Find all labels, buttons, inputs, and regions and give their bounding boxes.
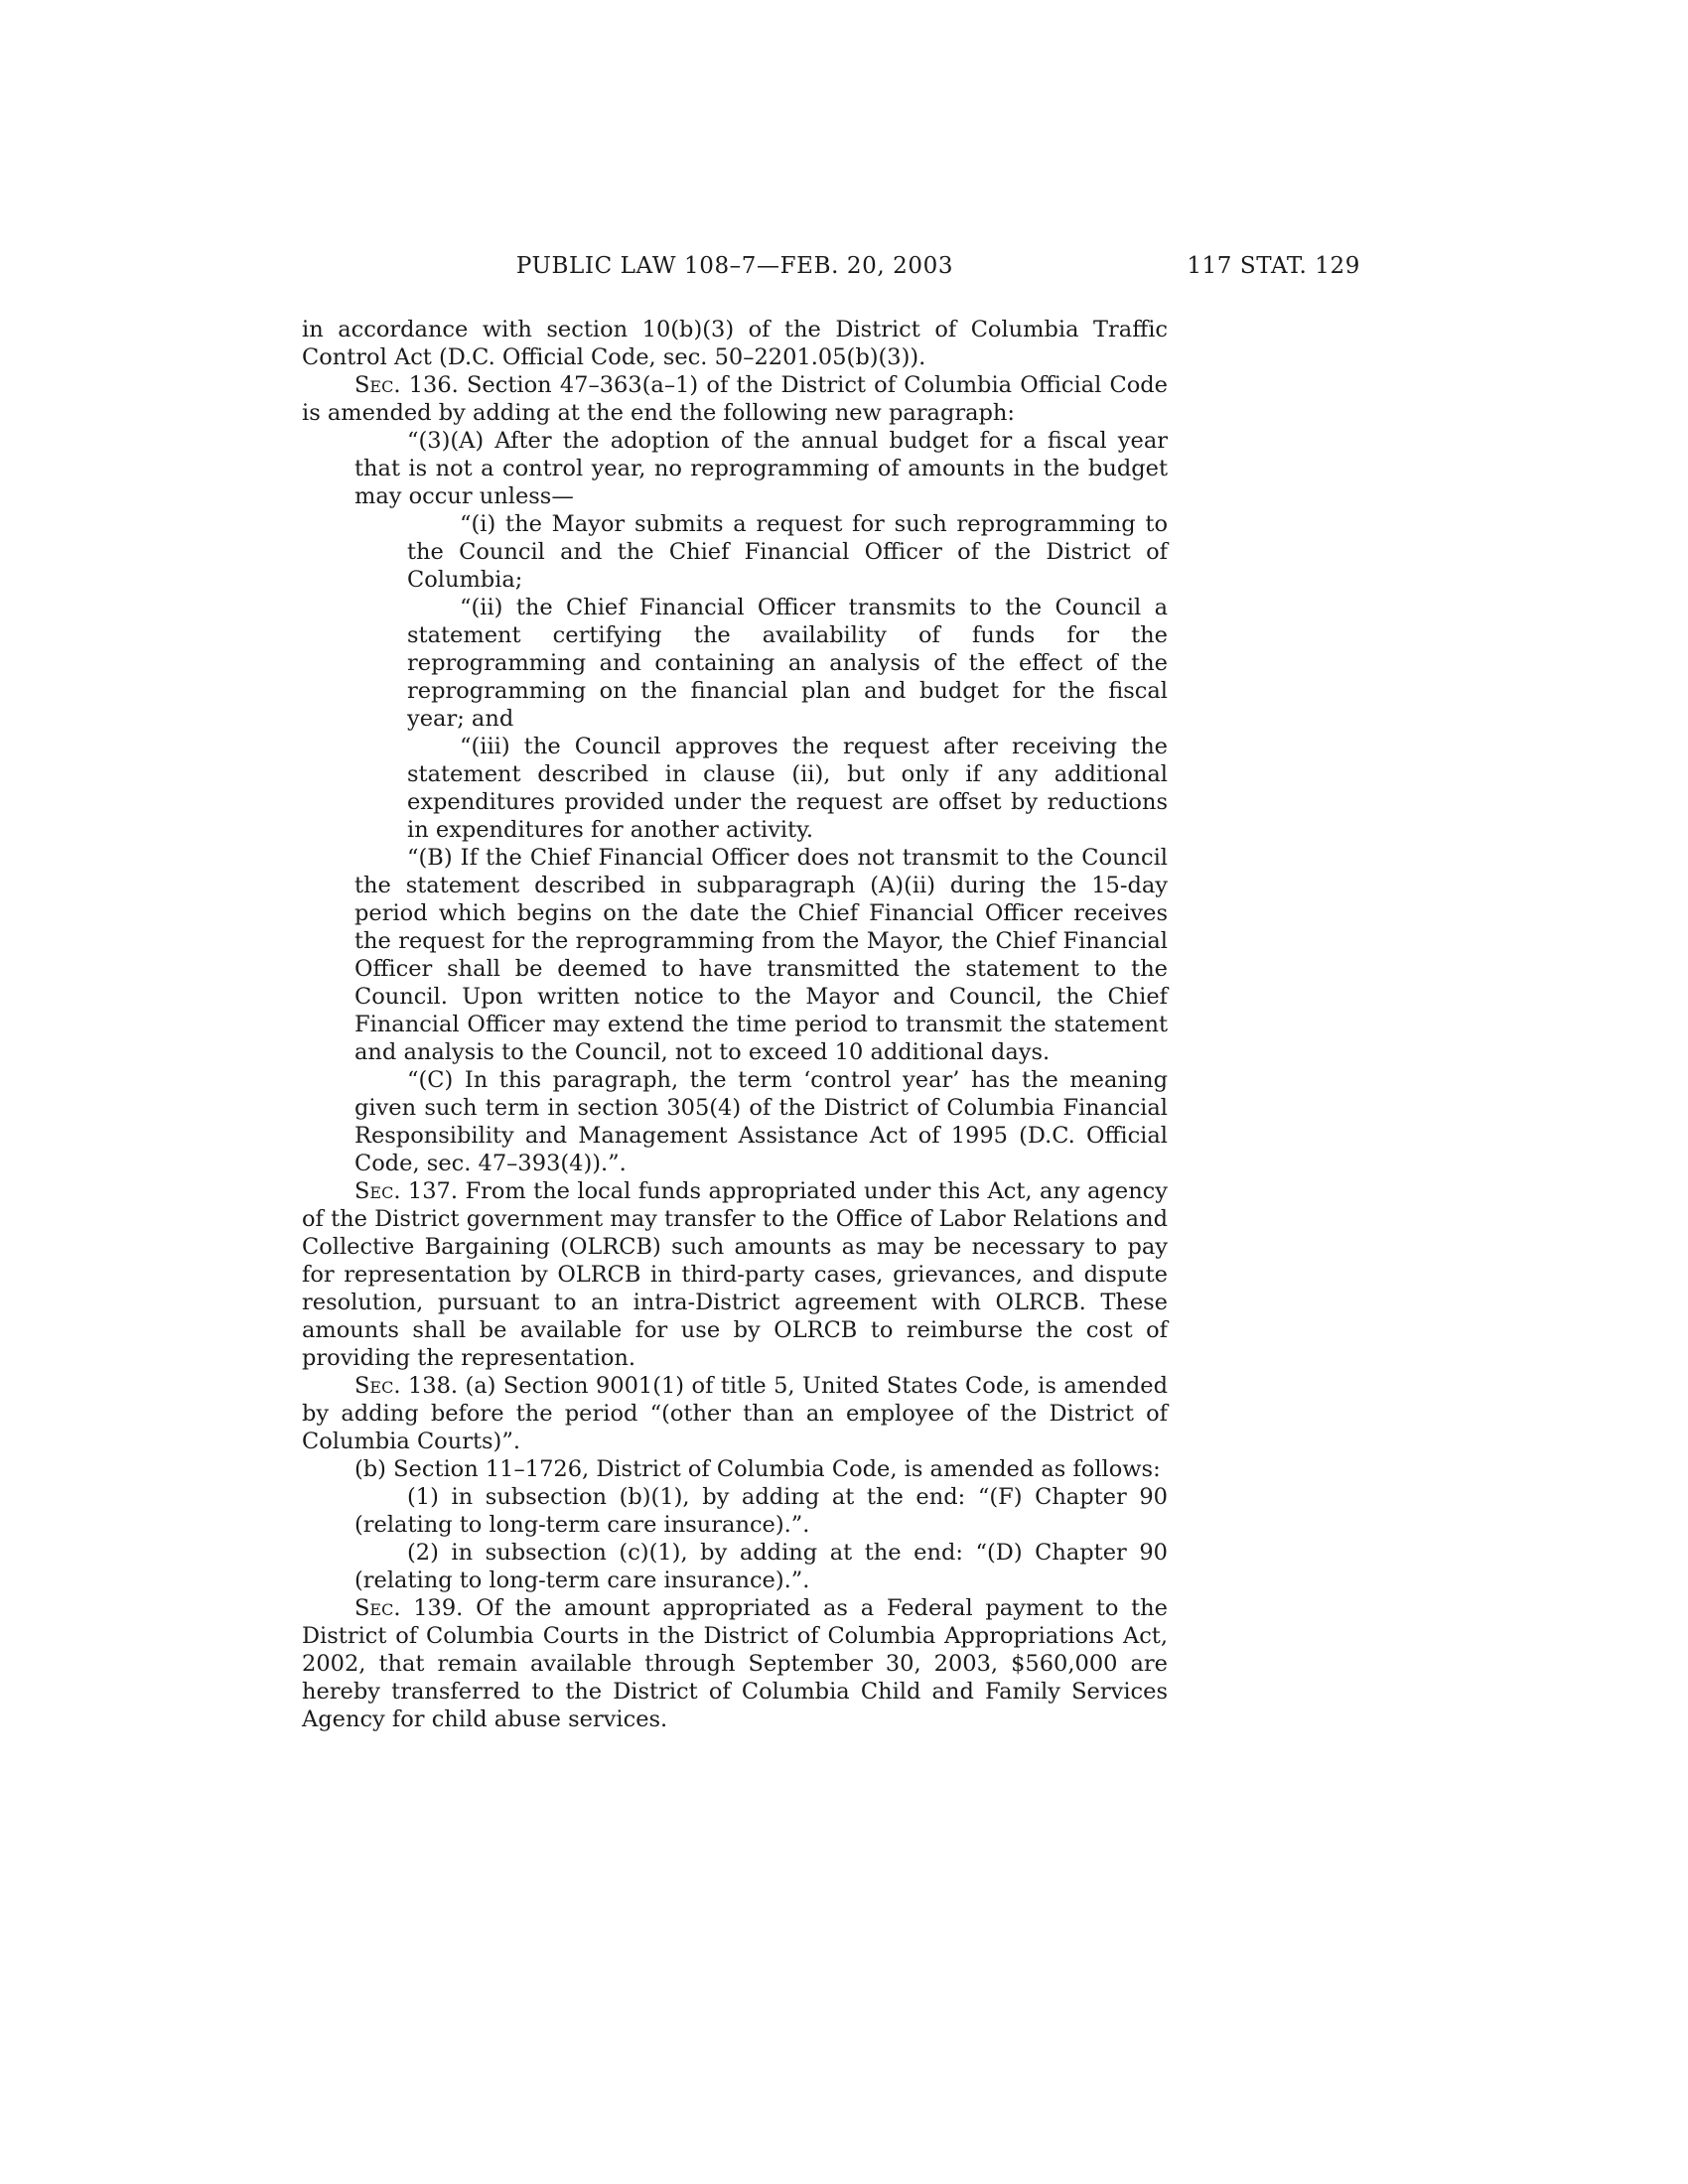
paragraph-text: “(ii) the Chief Financial Officer transmits to the Council a statement certifying the availability of funds for the reprogramming and containing an analysis of the effect of the reprogramming on the financial plan and budget for the fiscal year; and: [407, 595, 1168, 732]
paragraph-5: [407, 594, 1168, 733]
running-title: PUBLIC LAW 108–7—FEB. 20, 2003: [515, 253, 954, 279]
paragraph-text: 138. (a) Section 9001(1) of title 5, United States Code, is amended by adding before the period “(other than an employee of the District of Columbia Courts)”.: [302, 1373, 1168, 1454]
paragraph-1: [302, 316, 1168, 371]
paragraph-4: [407, 510, 1168, 594]
paragraph-2: [302, 371, 1168, 427]
paragraph-11: [302, 1455, 1168, 1483]
paragraph-text: 136. Section 47–363(a–1) of the District of Columbia Official Code is amended by adding at the end the following new paragraph:: [302, 372, 1168, 426]
paragraph-text: “(3)(A) After the adoption of the annual budget for a fiscal year that is not a control year, no reprogramming of amounts in the budget may occur unless—: [354, 428, 1168, 509]
paragraph-text: “(C) In this paragraph, the term ‘control year’ has the meaning given such term in section 305(4) of the District of Columbia Financial Responsibility and Management Assistance Act of 1995 (D.C. Official Code, sec. 47–393(4)).”.: [354, 1067, 1168, 1176]
section-label: Sec.: [354, 1595, 401, 1621]
paragraph-text: (2) in subsection (c)(1), by adding at the end: “(D) Chapter 90 (relating to long-term care insurance).”.: [354, 1540, 1168, 1593]
paragraph-7: [354, 844, 1168, 1066]
paragraph-text: (b) Section 11–1726, District of Columbia Code, is amended as follows:: [354, 1456, 1161, 1482]
paragraph-text: 139. Of the amount appropriated as a Federal payment to the District of Columbia Courts in the District of Columbia Appropriations Act, 2002, that remain available through September 30, 2003, $560,000 are hereby transferred to the District of Columbia Child and Family Services Agency for child abuse services.: [302, 1595, 1168, 1732]
stat-page-number: 117 STAT. 129: [1187, 253, 1360, 279]
section-label: Sec.: [354, 372, 401, 398]
paragraph-text: “(iii) the Council approves the request after receiving the statement described in clause (ii), but only if any additional expenditures provided under the request are offset by reductions in expenditures for another activity.: [407, 734, 1168, 843]
paragraph-6: [407, 733, 1168, 844]
paragraph-text: “(i) the Mayor submits a request for such reprogramming to the Council and the Chief Financial Officer of the District of Columbia;: [407, 511, 1168, 593]
paragraph-12: [354, 1483, 1168, 1539]
paragraph-8: [354, 1066, 1168, 1177]
section-label: Sec.: [354, 1373, 401, 1399]
paragraph-10: [302, 1372, 1168, 1455]
paragraph-text: “(B) If the Chief Financial Officer does not transmit to the Council the statement described in subparagraph (A)(ii) during the 15-day period which begins on the date the Chief Financial Officer receives the request for the reprogramming from the Mayor, the Chief Financial Officer shall be deemed to have transmitted the statement to the Council. Upon written notice to the Mayor and Council, the Chief Financial Officer may extend the time period to transmit the statement and analysis to the Council, not to exceed 10 additional days.: [354, 845, 1168, 1065]
statute-body: [302, 316, 1168, 1733]
paragraph-text: (1) in subsection (b)(1), by adding at the end: “(F) Chapter 90 (relating to long-term care insurance).”.: [354, 1484, 1168, 1538]
paragraph-14: [302, 1594, 1168, 1733]
paragraph-text: in accordance with section 10(b)(3) of the District of Columbia Traffic Control Act (D.C. Official Code, sec. 50–2201.05(b)(3)).: [302, 317, 1168, 370]
page-header: [302, 253, 1360, 287]
paragraph-9: [302, 1177, 1168, 1372]
paragraph-text: 137. From the local funds appropriated under this Act, any agency of the District government may transfer to the Office of Labor Relations and Collective Bargaining (OLRCB) such amounts as may be necessary to pay for representation by OLRCB in third-party cases, grievances, and dispute resolution, pursuant to an intra-District agreement with OLRCB. These amounts shall be available for use by OLRCB to reimburse the cost of providing the representation.: [302, 1178, 1168, 1371]
paragraph-3: [354, 427, 1168, 510]
paragraph-13: [354, 1539, 1168, 1594]
section-label: Sec.: [354, 1178, 401, 1204]
